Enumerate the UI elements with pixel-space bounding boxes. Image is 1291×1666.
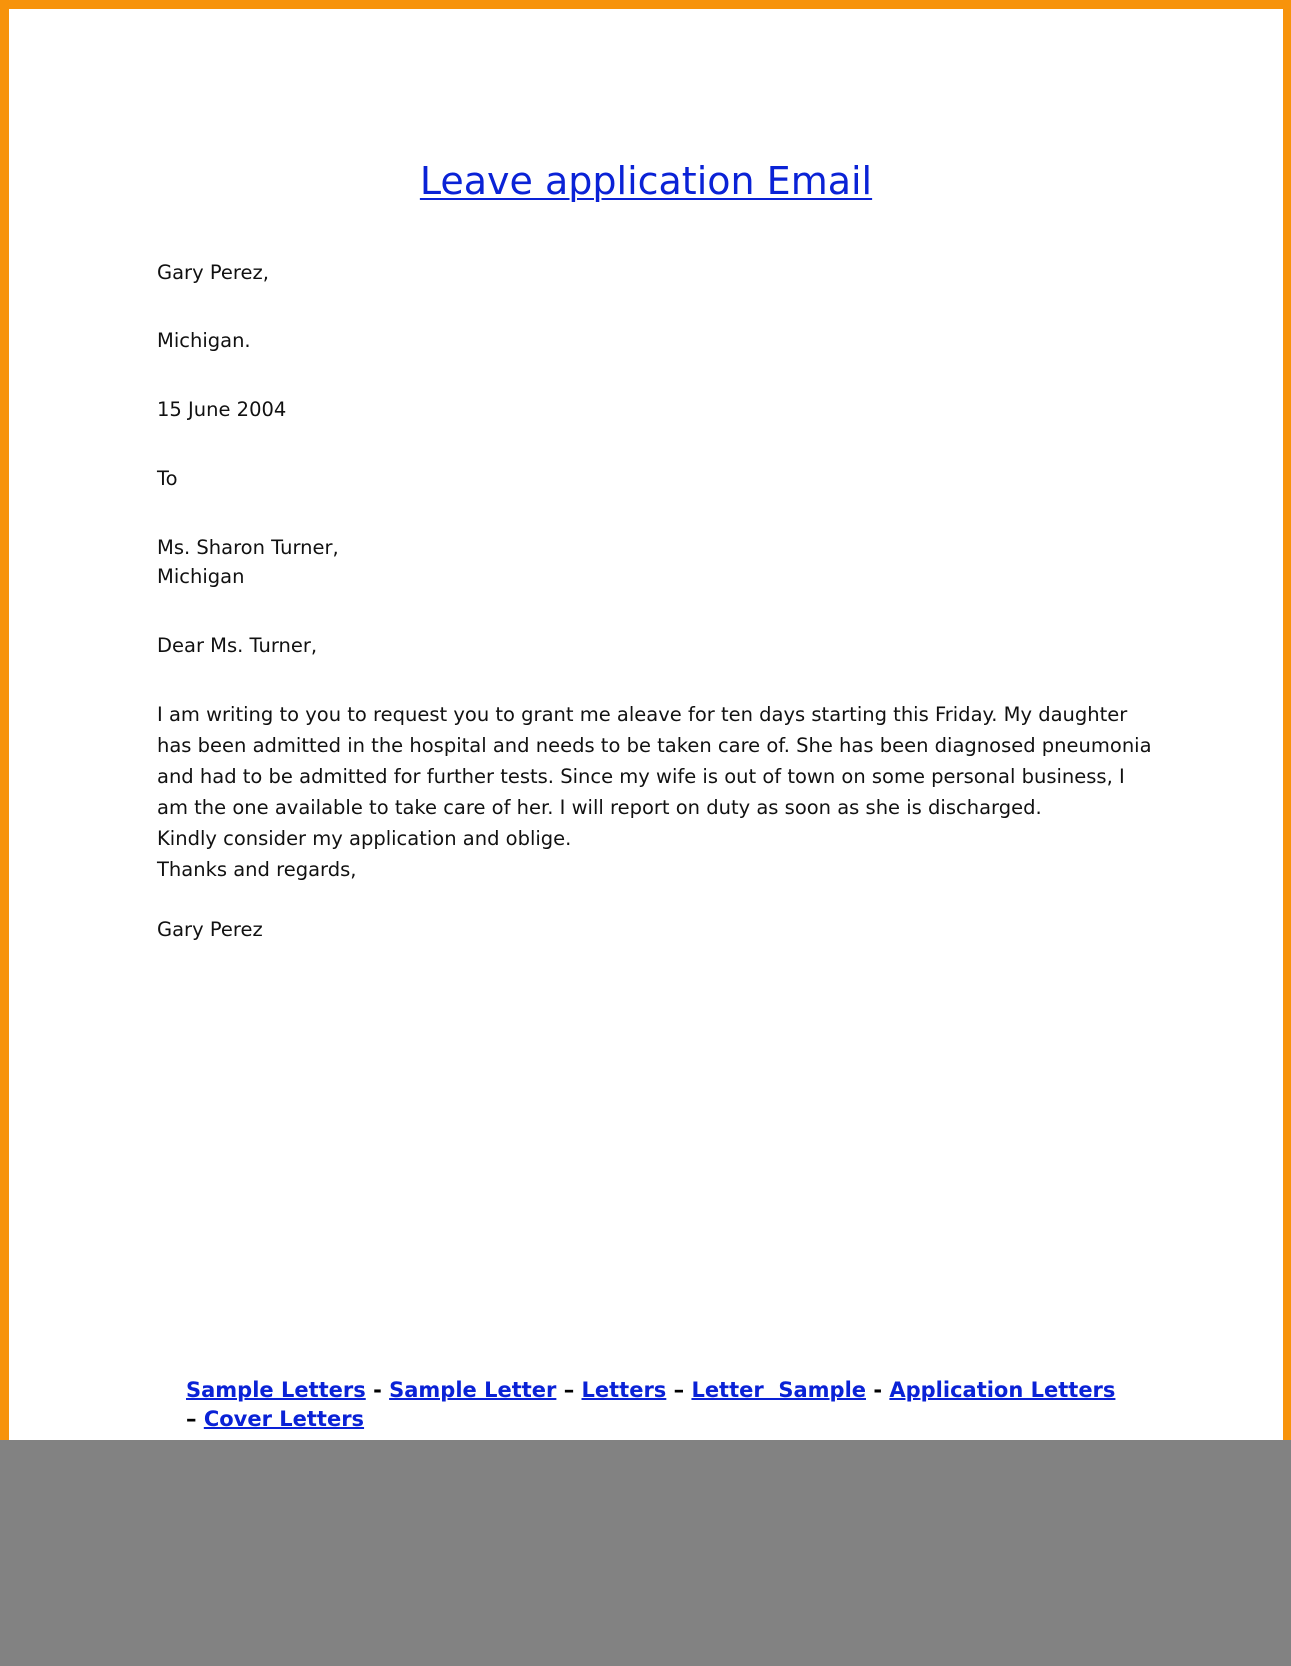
footer-separator: – <box>673 1378 685 1402</box>
footer-separator: - <box>873 1378 883 1402</box>
footer-links <box>186 1376 1186 1434</box>
footer-link-sample-letters[interactable]: Sample Letters <box>186 1378 366 1402</box>
document-title-link[interactable]: Leave application Email <box>419 159 873 203</box>
footer-link-application-letters[interactable]: Application Letters <box>889 1378 1116 1402</box>
footer-link-letter-sample[interactable]: Letter Sample <box>691 1378 867 1402</box>
footer-separator: - <box>373 1378 382 1402</box>
footer-link-cover-letters[interactable]: Cover Letters <box>203 1407 365 1431</box>
signature: Gary Perez <box>157 918 263 941</box>
body-line: Kindly consider my application and oblige. <box>157 827 572 850</box>
document-page <box>9 9 1283 1448</box>
sender-name: Gary Perez, <box>157 261 269 284</box>
letter-date: 15 June 2004 <box>157 398 287 421</box>
recipient-name: Ms. Sharon Turner, <box>157 536 339 559</box>
body-line: am the one available to take care of her. I will report on duty as soon as she is discharged. <box>157 796 1042 819</box>
footer-separator: – <box>186 1407 197 1431</box>
sender-location: Michigan. <box>157 329 251 352</box>
body-line: Thanks and regards, <box>157 858 357 881</box>
document-title[interactable] <box>9 159 1283 203</box>
footer-link-sample-letter[interactable]: Sample Letter <box>389 1378 557 1402</box>
body-line: and had to be admitted for further tests. Since my wife is out of town on some personal business, I <box>157 765 1125 788</box>
footer-link-letters[interactable]: Letters <box>581 1378 667 1402</box>
recipient-location: Michigan <box>157 565 245 588</box>
to-label: To <box>157 467 178 490</box>
gray-overlay-band <box>0 1440 1291 1666</box>
footer-separator: – <box>563 1378 575 1402</box>
salutation: Dear Ms. Turner, <box>157 634 318 657</box>
body-line: I am writing to you to request you to grant me aleave for ten days starting this Friday. My daughter <box>157 703 1128 726</box>
body-line: has been admitted in the hospital and needs to be taken care of. She has been diagnosed pneumonia <box>157 734 1152 757</box>
letter-body <box>157 699 1152 885</box>
